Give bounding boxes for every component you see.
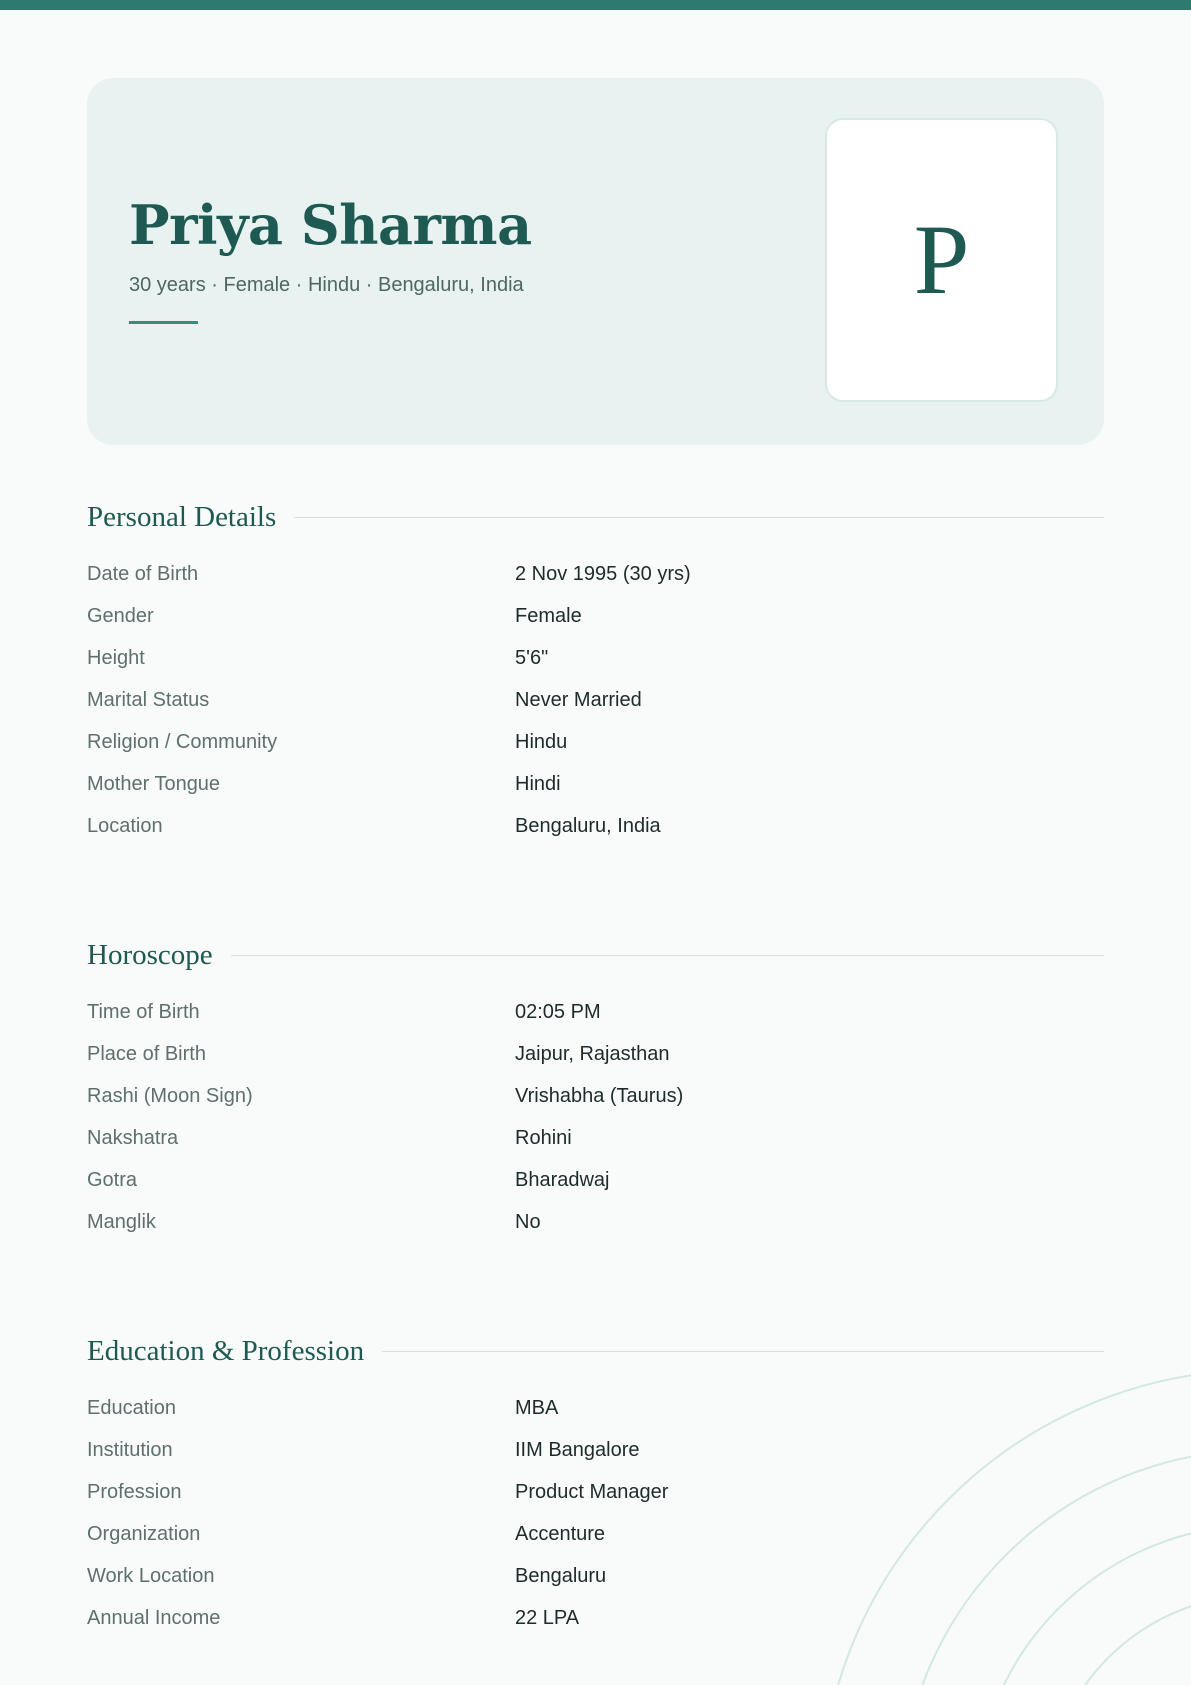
detail-value: Never Married xyxy=(515,688,642,711)
section-header xyxy=(87,1331,1104,1371)
detail-label: Mother Tongue xyxy=(87,772,221,795)
detail-label: Gotra xyxy=(87,1168,138,1191)
detail-row xyxy=(87,763,1104,805)
section-title: Education & Profession xyxy=(87,1334,365,1367)
section-personal-details xyxy=(87,497,1104,847)
section-header xyxy=(87,935,1104,975)
detail-value: 5'6" xyxy=(515,646,549,669)
detail-value: 22 LPA xyxy=(515,1606,580,1629)
detail-label: Organization xyxy=(87,1522,201,1545)
detail-row xyxy=(87,1513,1104,1555)
detail-value: IIM Bangalore xyxy=(515,1438,640,1461)
detail-value: Rohini xyxy=(515,1126,572,1149)
profile-header-card xyxy=(87,78,1104,445)
detail-label: Location xyxy=(87,814,163,837)
detail-label: Manglik xyxy=(87,1210,156,1233)
detail-row xyxy=(87,1597,1104,1639)
profile-summary: 30 years · Female · Hindu · Bengaluru, India xyxy=(129,274,524,296)
detail-label: Nakshatra xyxy=(87,1126,179,1149)
detail-value: Product Manager xyxy=(515,1480,669,1503)
detail-label: Marital Status xyxy=(87,688,210,711)
detail-label: Time of Birth xyxy=(87,1000,200,1023)
detail-row xyxy=(87,1117,1104,1159)
detail-row xyxy=(87,1075,1104,1117)
detail-label: Profession xyxy=(87,1480,182,1503)
detail-value: 02:05 PM xyxy=(515,1000,601,1023)
section-divider xyxy=(294,517,1104,518)
profile-initial: P xyxy=(913,204,970,315)
detail-row xyxy=(87,637,1104,679)
detail-value: Female xyxy=(515,604,582,627)
detail-value: Bengaluru xyxy=(515,1564,607,1587)
detail-value: 2 Nov 1995 (30 yrs) xyxy=(515,562,691,585)
detail-label: Date of Birth xyxy=(87,562,199,585)
detail-row xyxy=(87,721,1104,763)
detail-row xyxy=(87,1387,1104,1429)
detail-row xyxy=(87,1159,1104,1201)
detail-row xyxy=(87,1555,1104,1597)
detail-row xyxy=(87,679,1104,721)
detail-row xyxy=(87,553,1104,595)
details-list xyxy=(87,991,1104,1243)
section-horoscope xyxy=(87,935,1104,1243)
detail-value: Jaipur, Rajasthan xyxy=(515,1042,670,1065)
detail-row xyxy=(87,595,1104,637)
detail-label: Rashi (Moon Sign) xyxy=(87,1084,253,1107)
top-accent-bar xyxy=(0,0,1191,10)
detail-value: Accenture xyxy=(515,1522,606,1545)
detail-row xyxy=(87,1201,1104,1243)
section-title: Horoscope xyxy=(87,938,213,971)
detail-row xyxy=(87,1471,1104,1513)
detail-label: Education xyxy=(87,1396,176,1419)
section-education-profession xyxy=(87,1331,1104,1639)
detail-label: Height xyxy=(87,646,145,669)
detail-value: No xyxy=(515,1210,541,1233)
section-header xyxy=(87,497,1104,537)
detail-row xyxy=(87,991,1104,1033)
detail-label: Religion / Community xyxy=(87,730,278,753)
detail-label: Gender xyxy=(87,604,154,627)
detail-value: Vrishabha (Taurus) xyxy=(515,1084,684,1107)
details-list xyxy=(87,1387,1104,1639)
detail-value: MBA xyxy=(515,1396,559,1419)
detail-label: Work Location xyxy=(87,1564,215,1587)
profile-name: Priya Sharma xyxy=(129,193,532,257)
detail-value: Bengaluru, India xyxy=(515,814,661,837)
detail-row xyxy=(87,1033,1104,1075)
detail-label: Annual Income xyxy=(87,1606,221,1629)
section-divider xyxy=(382,1351,1104,1352)
detail-value: Hindi xyxy=(515,772,561,795)
detail-row xyxy=(87,1429,1104,1471)
detail-value: Bharadwaj xyxy=(515,1168,610,1191)
detail-label: Place of Birth xyxy=(87,1042,206,1065)
section-divider xyxy=(231,955,1104,956)
detail-row xyxy=(87,805,1104,847)
detail-label: Institution xyxy=(87,1438,173,1461)
detail-value: Hindu xyxy=(515,730,568,753)
details-list xyxy=(87,553,1104,847)
header-accent-line xyxy=(129,321,198,324)
section-title: Personal Details xyxy=(87,500,277,533)
profile-photo-placeholder xyxy=(825,118,1058,402)
